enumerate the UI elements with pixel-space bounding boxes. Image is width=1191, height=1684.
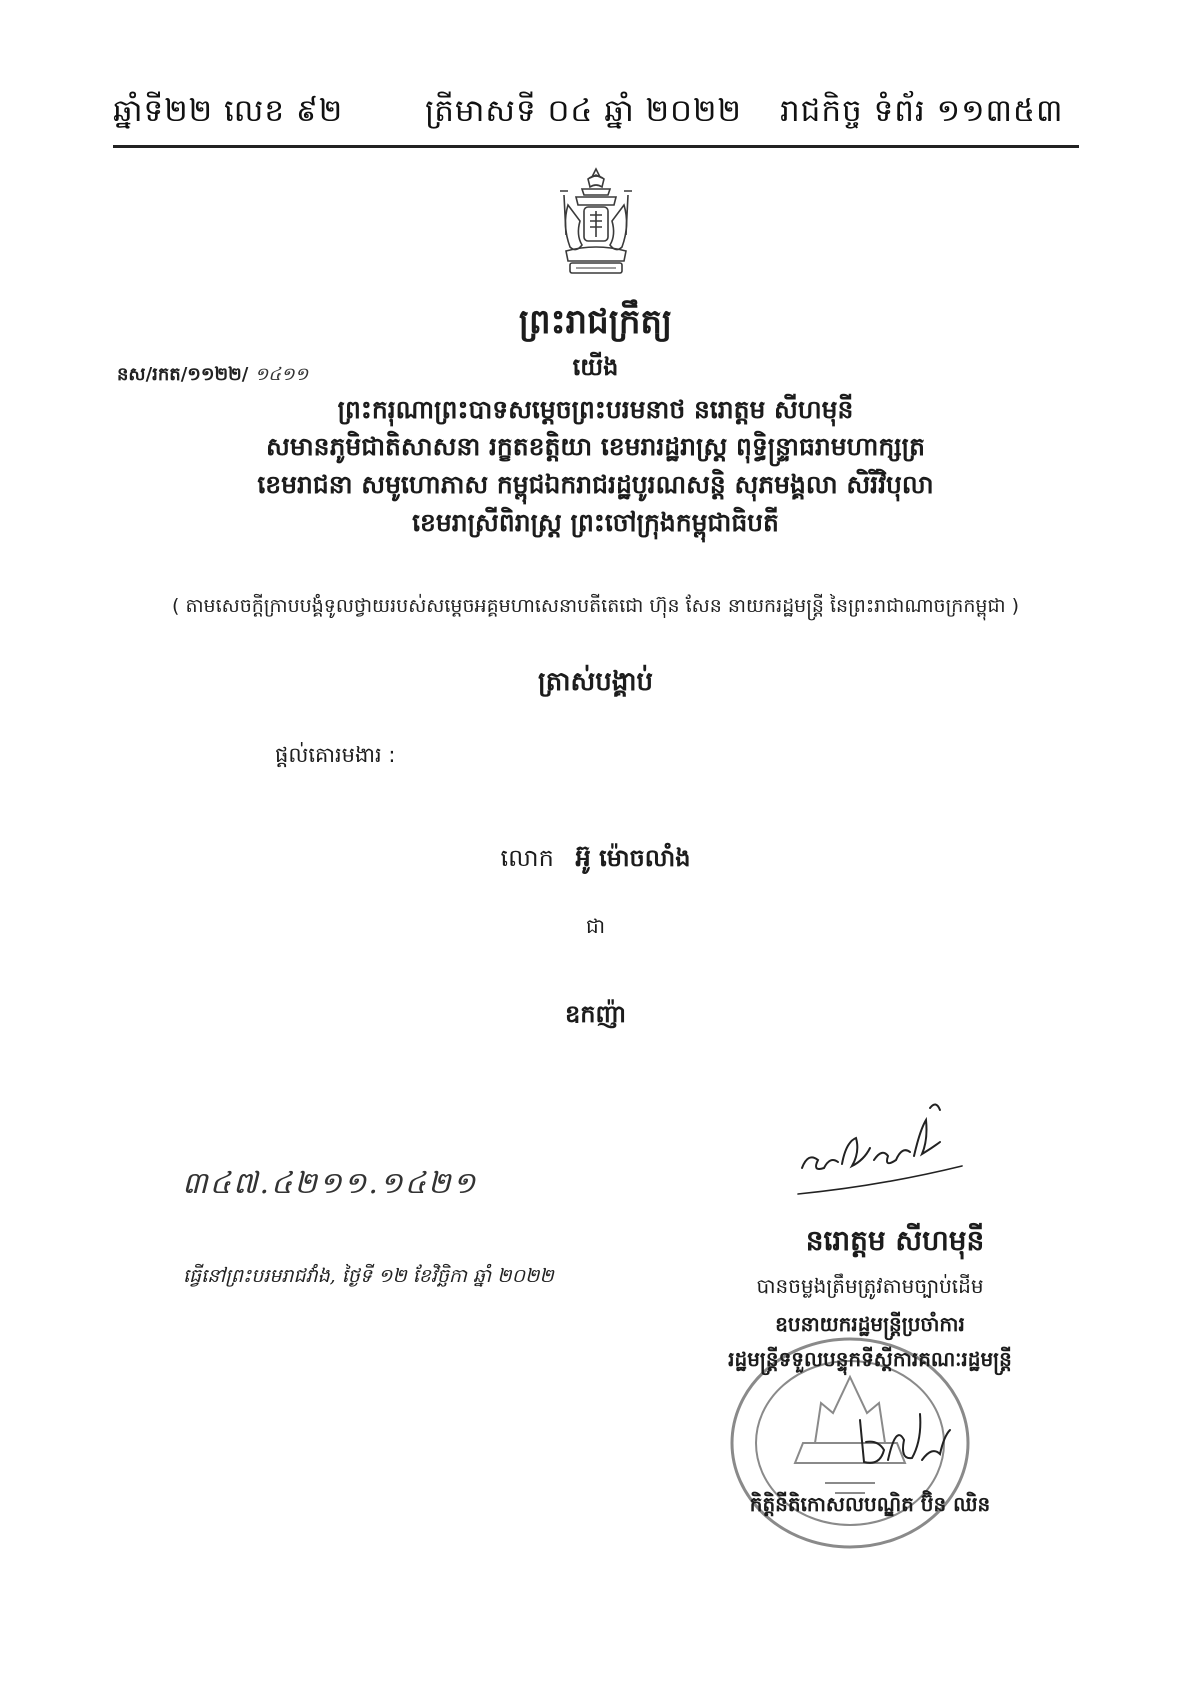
honorific: លោក — [500, 844, 554, 872]
reference-handwritten: ១៤១១ — [254, 364, 309, 385]
prime-minister-note: ( តាមសេចក្តីក្រាបបង្គំទូលថ្វាយរបស់សម្តេចអគ្គមហាសេនាបតីតេជោ ហ៊ុន សែន នាយករដ្ឋមន្ត្រី នៃព្រះរាជាណាចក្រកម្ពុជា ) — [172, 595, 1019, 617]
king-title-line: ខេមរាជនា សមូហោភាស កម្ពុជឯករាជរដ្ឋបូរណសន្តិ សុភមង្គលា សិរីវិបុលា — [257, 470, 934, 499]
minister-title: រដ្ឋមន្ត្រីទទួលបន្ទុកទីស្តីការគណៈរដ្ឋមន្ត្រី — [728, 1347, 1012, 1371]
recipient-line — [0, 843, 1191, 878]
recipient-name: អ៊ូ ម៉ោចលាំង — [575, 844, 691, 872]
handwritten-registration-number: ៣៤៧.៤២១១.១៤២១ — [182, 1166, 478, 1201]
king-title-line: ព្រះករុណាព្រះបាទសម្តេចព្រះបរមនាថ នរោត្តម សីហមុនី — [337, 395, 854, 424]
minister-signature-icon — [850, 1400, 960, 1480]
gazette-issue-number: ឆ្នាំទី២២ លេខ ៩២ — [113, 93, 344, 129]
gazette-page-number: រាជកិច្ច ទំព័រ ១១៣៥៣ — [780, 93, 1064, 129]
king-name: នរោត្តម សីហមុនី — [805, 1224, 985, 1257]
as-word: ជា — [585, 914, 606, 938]
reference-printed: នស/រកត/១១២២/ — [117, 364, 249, 385]
king-title-line: ខេមរាស្រីពិរាស្ត្រ ព្រះចៅក្រុងកម្ពុជាធិបតី — [412, 508, 779, 537]
awarded-rank: ឧកញ៉ា — [565, 1000, 626, 1028]
royal-coat-of-arms-icon — [546, 165, 646, 281]
certified-copy-note: បានចម្លងត្រឹមត្រូវតាមច្បាប់ដើម — [756, 1274, 984, 1298]
place-and-date: ធ្វើនៅព្រះបរមរាជវាំង, ថ្ងៃទី ១២ ខែវិច្ឆិកា ឆ្នាំ ២០២២ — [183, 1265, 554, 1287]
document-title: ព្រះរាជក្រឹត្យ — [518, 302, 673, 342]
deputy-pm-title: ឧបនាយករដ្ឋមន្ត្រីប្រចាំការ — [775, 1312, 965, 1336]
header-divider — [113, 145, 1079, 148]
grant-label: ផ្តល់គោរមងារ : — [275, 743, 396, 767]
minister-name: កិត្តិនីតិកោសលបណ្ឌិត ប៊ិន ឈិន — [749, 1492, 991, 1516]
king-signature-icon — [790, 1090, 970, 1200]
order-heading: ត្រាស់បង្គាប់ — [537, 667, 654, 697]
gazette-quarter-date: ត្រីមាសទី ០៤ ឆ្នាំ ២០២២ — [425, 93, 742, 129]
king-title-line: សមានភូមិជាតិសាសនា រក្ខតខត្តិយា ខេមរារដ្ឋរាស្ត្រ ពុទ្ធិន្ទ្រាធរាមហាក្សត្រ — [266, 432, 925, 461]
we-heading: យើង — [572, 353, 619, 381]
